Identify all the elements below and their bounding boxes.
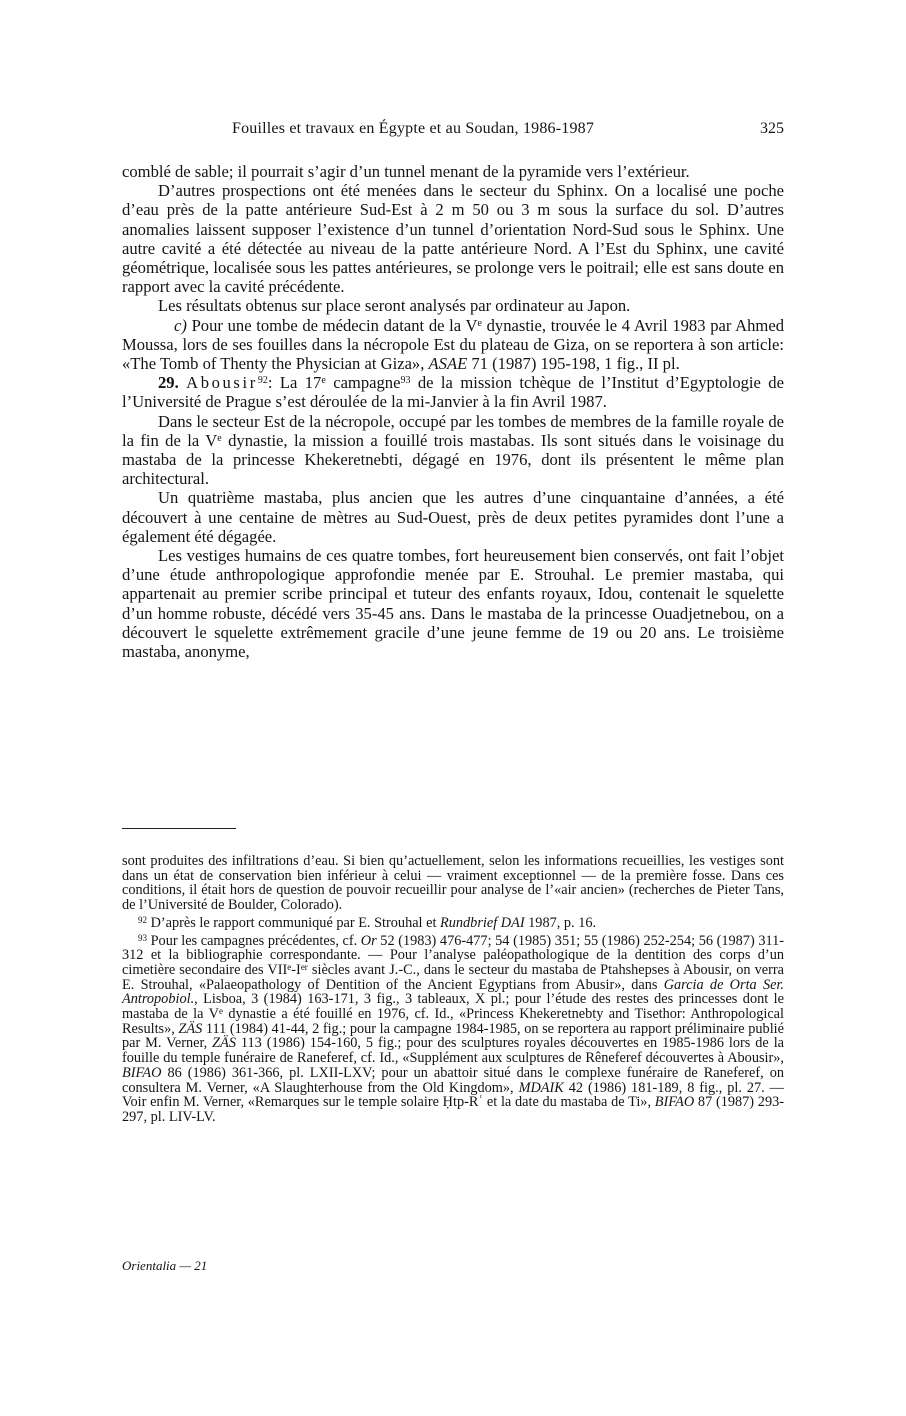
running-title: Fouilles et travaux en Égypte et au Soudan, 1986-1987 xyxy=(232,120,595,137)
paragraph-continued: comblé de sable; il pourrait s’agir d’un tunnel menant de la pyramide vers l’extérieur. xyxy=(122,162,690,181)
text-span: Pour une tombe de médecin datant de la V xyxy=(186,315,478,335)
body-text xyxy=(122,162,784,661)
text-span: Dans le secteur Est de la nécropole, occupé par les tombes de membres de la famille royale de la fin de la V xyxy=(122,411,784,450)
footnote-number: 93 xyxy=(138,932,147,943)
superscript: e xyxy=(477,317,482,329)
text-span: de la mission tchèque de l’Institut d’Egyptologie de l’Université de Prague s’est déroulée de la mi-Janvier à la fin Avril 1987. xyxy=(122,373,784,412)
text-span: 71 (1987) 195-198, 1 fig., II pl. xyxy=(467,354,680,374)
superscript: e xyxy=(287,961,292,972)
text-span: 113 (1986) 154-160, 5 fig.; pour des sculptures royales découvertes en 1985-1986 lors de la fouille du temple funéraire de Raneferef, cf. Id., «Supplément aux sculptures de Rêneferef découvertes à Abousir», xyxy=(122,1035,785,1067)
journal-title: ZÄS xyxy=(178,1020,203,1037)
footnote-number: 92 xyxy=(138,914,147,925)
text-span: Pour les campagnes précédentes, cf. xyxy=(147,932,361,949)
text-span: 111 (1984) 41-44, 2 fig.; pour la campagne 1984-1985, on se reportera au rapport préliminaire publié par M. Verner, xyxy=(122,1020,784,1052)
journal-title: Garcia de Orta Ser. Antropobiol. xyxy=(122,976,784,1008)
text-span: siècles avant J.-C., dans le secteur du mastaba de Ptahshepses à Abousir, on verra E. Strouhal, «Palaeopathology of Dentition of the Ancient Egyptians from Abusir», dans xyxy=(122,961,784,993)
paragraph-tomb-physician xyxy=(122,316,784,374)
superscript: er xyxy=(300,961,308,972)
paragraph-human-remains: Les vestiges humains de ces quatre tombes, fort heureusement bien conservés, ont fait l’objet d’une étude anthropologique approfondie menée par E. Strouhal. Le premier mastaba, qui appartenait au premier scribe principal et tuteur des enfants royaux, Idou, contenait le squelette d’un homme robuste, décédé vers 35-45 ans. Dans le mastaba de la princesse Ouadjetnebou, on a découvert le squelette extrêmement gracile d’une jeune femme de 19 ou 20 ans. Le troisième mastaba, anonyme, xyxy=(122,546,784,662)
paragraph-results: Les résultats obtenus sur place seront analysés par ordinateur au Japon. xyxy=(158,296,631,316)
paragraph-sphinx: D’autres prospections ont été menées dans le secteur du Sphinx. On a localisé une poche d’eau près de la patte antérieure Sud-Est à 2 m 50 ou 3 m sous la surface du sol. D’autres anomalies laissent supposer l’existence d’un tunnel d’orientation Nord-Sud sous le Sphinx. Une autre cavité a été détectée au niveau de la patte antérieure Nord. A l’Est du Sphinx, une cavité géométrique, localisée sous les pattes antérieures, se prolonge vers le poitrail; elle est sans doute en rapport avec la cavité précédente. xyxy=(122,181,784,297)
footnote-continued: sont produites des infiltrations d’eau. Si bien qu’actuellement, selon les informations recueillies, les vestiges sont dans un état de conservation bien inférieur à celui — vraiment exceptionnel — de la première fosse. Dans ces conditions, il était hors de question de pouvoir recueillir pour analyse de l’«air ancien» (recherches de Pieter Tans, de l’Université de Boulder, Colorado). xyxy=(122,853,784,914)
paragraph-fourth-mastaba: Un quatrième mastaba, plus ancien que les autres d’une cinquantaine d’années, a été découvert à une centaine de mètres au Sud-Ouest, près de deux petites pyramides dont l’une a également été dégagée. xyxy=(122,488,784,546)
journal-title: MDAIK xyxy=(518,1079,564,1096)
footnotes xyxy=(122,854,784,1125)
text-span: D’après le rapport communiqué par E. Strouhal et xyxy=(147,914,440,931)
text-span: campagne xyxy=(325,373,401,393)
superscript: e xyxy=(321,375,326,387)
footnote-ref: 93 xyxy=(400,375,411,387)
footnote-92 xyxy=(122,916,784,931)
paragraph-necropole xyxy=(122,412,784,489)
superscript: e xyxy=(218,1006,223,1017)
paragraph-abousir xyxy=(122,373,784,411)
text-span: dynastie, trouvée le 4 Avril 1983 par Ahmed Moussa, lors de ses fouilles dans la nécropole Est du plateau de Giza, on se reportera à son article: «The Tomb of Thenty the Physician at Giza», xyxy=(122,315,784,374)
running-head xyxy=(122,120,784,142)
text-span: 1987, p. 16. xyxy=(524,914,597,931)
text-span: , Lisboa, 3 (1984) 163-171, 3 fig., 3 tableaux, X pl.; pour l’étude des restes des princesses dont le mastaba de la V xyxy=(122,991,784,1023)
site-name: Abousir xyxy=(186,373,258,393)
text-span: -I xyxy=(291,961,301,978)
journal-title: BIFAO xyxy=(654,1094,695,1111)
text-span: 86 (1986) 361-366, pl. LXII-LXV; pour un abattoir situé dans le complexe funéraire de Raneferef, on consultera M. Verner, «A Slaughterhouse from the Old Kingdom», xyxy=(122,1064,784,1096)
footnote-ref: 92 xyxy=(257,375,268,387)
text-span: : La 17 xyxy=(267,373,322,393)
journal-title: ASAE xyxy=(428,354,468,374)
superscript: e xyxy=(217,432,222,444)
page-number: 325 xyxy=(760,120,784,137)
footnote-divider xyxy=(122,828,236,829)
item-label: c) xyxy=(174,315,187,335)
journal-title: BIFAO xyxy=(122,1064,162,1081)
signature-mark: Orientalia — 21 xyxy=(122,1258,208,1273)
text-span: 87 (1987) 293-297, pl. LIV-LV. xyxy=(122,1094,785,1125)
footnote-93 xyxy=(122,934,784,1125)
journal-title: ZÄS xyxy=(212,1035,236,1052)
journal-title: Or xyxy=(360,932,377,949)
section-number: 29. xyxy=(158,373,179,393)
text-span: 42 (1986) 181-189, 8 fig., pl. 27. — Voir enfin M. Verner, «Remarques sur le temple solaire Ḥtp-Rʿ et la date du mastaba de Ti», xyxy=(122,1079,784,1111)
text-span: dynastie a été fouillé en 1976, cf. Id., «Princess Khekeretnebty and Tisethor: Anthropological Results», xyxy=(122,1006,784,1037)
journal-title: Rundbrief DAI xyxy=(440,914,525,931)
text-span: 52 (1983) 476-477; 54 (1985) 351; 55 (1986) 252-254; 56 (1987) 311-312 et la bibliographie correspondante. — Pour l’analyse paléopathologique de la dentition des corps d’un cimetière secondaire des VII xyxy=(122,932,784,978)
text-span: dynastie, la mission a fouillé trois mastabas. Ils sont situés dans le voisinage du mastaba de la princesse Khekeretnebti, dégagé en 1976, dont ils présentent le même plan architectural. xyxy=(122,430,784,489)
